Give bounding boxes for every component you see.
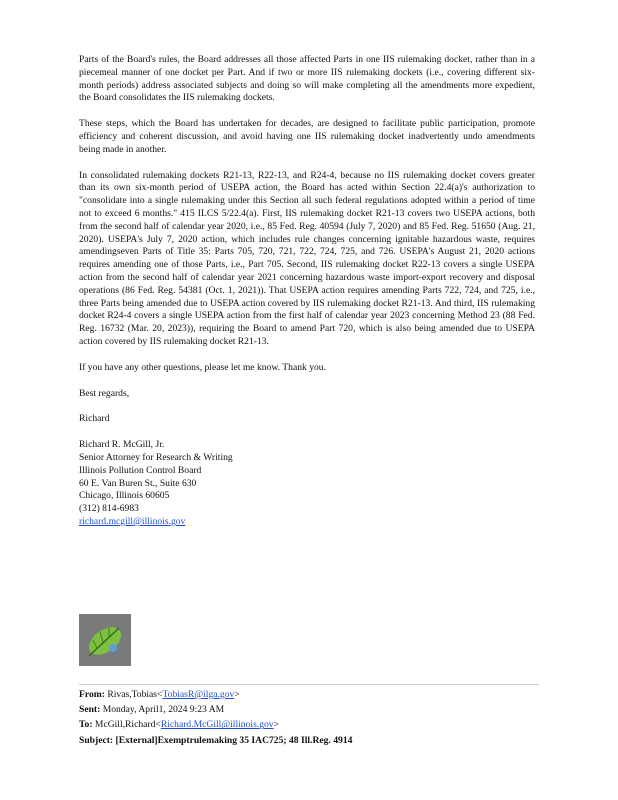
- to-email-link[interactable]: Richard.McGill@illinois.gov: [160, 719, 274, 731]
- forwarded-email-header: [79, 684, 539, 748]
- signature-block: [79, 439, 535, 529]
- body-paragraph-3: In consolidated rulemaking dockets R21-13, R22-13, and R24-4, because no IIS rulemaking docket covers greater than its own six-month period of USEPA action, the Board has acted within Section 22.4(a)'s authorization to "consolidate into a single rulemaking under this Section all such federal regulations adopted within a period of time not to exceed 6 months." 415 ILCS 5/22.4(a). First, IIS rulemaking docket R21-13 covers two USEPA actions, both from the second half of calendar year 2020, i.e., 85 Fed. Reg. 40594 (July 7, 2020) and 85 Fed. Reg. 51650 (Aug. 21, 2020). USEPA's July 7, 2020 action, which includes rule changes concerning ignitable hazardous waste, requires amendingseven Parts of Title 35: Parts 705, 720, 721, 722, 724, 725, and 726. USEPA's August 21, 2020 actions requires amending one of those Parts, i.e., Part 705. Second, IIS rulemaking docket R22-13 covers a single USEPA action from the second half of calendar year 2021 concerning hazardous waste import-export recovery and disposal operations (86 Fed. Reg. 54381 (Oct. 1, 2021)). That USEPA action requires amending Parts 722, 724, and 725, i.e., three Parts being amended due to USEPA action covered by IIS rulemaking docket R21-13. And third, IIS rulemaking docket R24-4 covers a single USEPA action from the first half of calendar year 2023 concerning Method 23 (88 Fed. Reg. 16732 (Mar. 20, 2023)), requiring the Board to amend Part 720, which is also being amended due to USEPA action covered by IIS rulemaking docket R21-13.: [79, 169, 535, 347]
- sent-label: Sent:: [79, 704, 101, 716]
- from-email-link[interactable]: TobiasR@ilga.gov: [162, 689, 235, 700]
- body-paragraph-2: These steps, which the Board has undertaken for decades, are designed to facilitate public participation, promote efficiency and coherent discussion, and avoid having one IIS rulemaking docket inadvertently undo amendments being made in another.: [79, 118, 535, 155]
- from-name: Rivas,Tobias: [107, 689, 158, 700]
- subject-label: Subject:: [79, 734, 114, 746]
- signature-title: Senior Attorney for Research & Writing: [79, 451, 233, 463]
- sign-name: Richard: [79, 413, 110, 425]
- from-label: From:: [79, 689, 105, 700]
- signature-street: 60 E. Van Buren St., Suite 630: [79, 477, 197, 489]
- email-body: [79, 54, 535, 529]
- signature-email-link[interactable]: richard.mcgill@illinois.gov: [79, 515, 186, 527]
- to-label: To:: [79, 719, 93, 731]
- signature-name: Richard R. McGill, Jr.: [79, 439, 165, 451]
- sent-row: [79, 702, 539, 717]
- body-paragraph-4: If you have any other questions, please let me know. Thank you.: [79, 361, 326, 373]
- sent-value: Monday, April1, 2024 9:23 AM: [102, 704, 225, 716]
- signature-org: Illinois Pollution Control Board: [79, 464, 202, 476]
- signature-phone: (312) 814-6983: [79, 503, 139, 515]
- closing: Best regards,: [79, 387, 130, 399]
- subject-value: [External]Exemptrulemaking 35 IAC725; 48 Ill.Reg. 4914: [115, 734, 353, 746]
- subject-row: [79, 733, 539, 748]
- to-row: To: McGill,Richard<Richard.McGill@illinois.gov>: [79, 719, 280, 731]
- body-paragraph-1: Parts of the Board's rules, the Board addresses all those affected Parts in one IIS rulemaking docket, rather than in a piecemeal manner of one docket per Part. And if two or more IIS rulemaking dockets (i.e., covering different six-month periods) address associated subjects and doing so will make completing all the amendments more expedient, the Board consolidates the IIS rulemaking dockets.: [79, 54, 535, 104]
- from-row: From: Rivas,Tobias<TobiasR@ilga.gov>: [79, 689, 240, 700]
- to-name: McGill,Richard: [94, 719, 156, 731]
- board-logo: [79, 614, 131, 666]
- leaf-logo-icon: [79, 614, 131, 666]
- signature-city: Chicago, Illinois 60605: [79, 490, 170, 502]
